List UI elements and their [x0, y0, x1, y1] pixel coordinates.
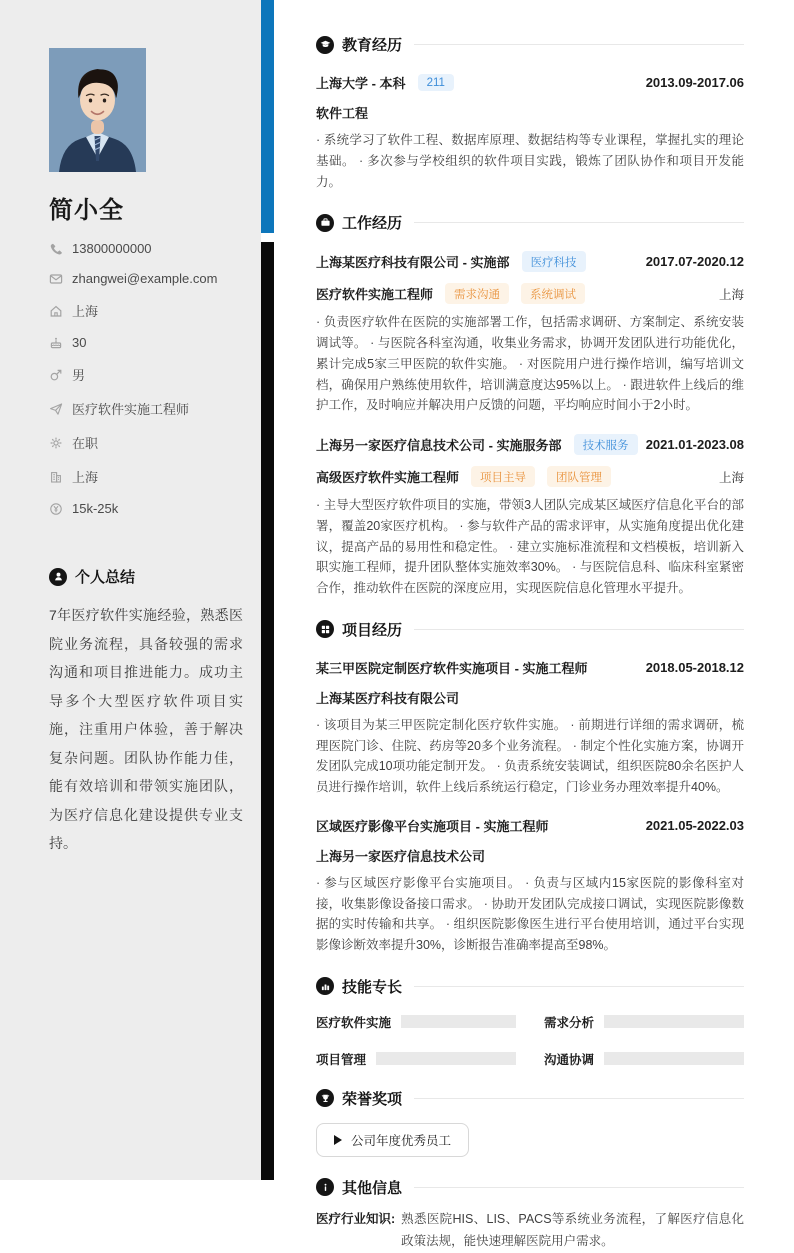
contact-salary — [49, 501, 243, 516]
resume-main — [274, 0, 794, 1248]
school-badge: 211 — [418, 74, 454, 91]
stripe-gap — [261, 233, 274, 242]
project-date: 2018.05-2018.12 — [645, 659, 744, 675]
stripe-blue-segment — [261, 0, 274, 233]
sidebar — [0, 0, 261, 1180]
section-divider-line — [414, 1098, 744, 1099]
briefcase-icon — [316, 214, 334, 232]
other-text: 熟悉医院HIS、LIS、PACS等系统业务流程，了解医疗信息化政策法规，能快速理解医院用户需求。 — [401, 1211, 744, 1248]
project-company: 上海某医疗科技有限公司 — [316, 690, 460, 706]
company-name: 上海某医疗科技有限公司 - 实施部 — [316, 255, 510, 271]
section-other — [316, 1177, 744, 1253]
education-date: 2013.09-2017.06 — [645, 75, 744, 90]
section-divider-line — [414, 44, 744, 45]
project-entry — [316, 816, 744, 956]
section-education — [316, 34, 744, 192]
major-name: 软件工程 — [316, 106, 369, 121]
company-badge: 医疗科技 — [522, 251, 586, 272]
projects-title: 项目经历 — [342, 621, 403, 639]
job-entry — [316, 251, 744, 416]
project-entry — [316, 658, 744, 798]
skill-item — [316, 1050, 516, 1068]
job-tag: 项目主导 — [471, 466, 535, 487]
contact-job-title — [49, 399, 243, 418]
bar-chart-icon — [316, 977, 334, 995]
contact-age — [49, 335, 243, 350]
company-badge: 技术服务 — [574, 434, 638, 455]
age-icon — [49, 336, 63, 350]
honors-title: 荣誉奖项 — [342, 1090, 403, 1108]
contact-location — [49, 301, 243, 320]
project-company: 上海另一家医疗信息技术公司 — [316, 848, 486, 864]
skill-label: 医疗软件实施 — [316, 1015, 392, 1030]
personal-summary — [49, 566, 243, 858]
person-icon — [49, 568, 67, 586]
project-description: · 该项目为某三甲医院定制化医疗软件实施。 · 前期进行详细的需求调研，梳理医院门诊、住院、药房等20多个业务流程。 · 制定个性化实施方案，协调开发团队完成10项功能定制开发。 · 负责系统安装调试，组织医院80余名医护人员进行操作培训，软件上线后系统运行稳定，门诊业务办理效率提升40%。 — [316, 717, 744, 794]
salary-value: 15k-25k — [72, 501, 119, 516]
other-title: 其他信息 — [342, 1179, 403, 1197]
section-divider-line — [414, 1187, 744, 1188]
honor-item[interactable] — [316, 1123, 469, 1157]
contact-email — [49, 271, 243, 286]
skill-item — [544, 1013, 744, 1031]
education-icon — [316, 36, 334, 54]
skill-bar — [376, 1052, 516, 1065]
contact-status — [49, 433, 243, 452]
job-date: 2017.07-2020.12 — [645, 254, 744, 270]
job-date: 2021.01-2023.08 — [645, 437, 744, 452]
home-icon — [49, 304, 63, 318]
section-divider-line — [414, 629, 744, 630]
skills-grid — [316, 1013, 744, 1068]
location-value: 上海 — [72, 304, 99, 319]
stripe-black-segment — [261, 242, 274, 1180]
summary-text: 7年医疗软件实施经验，熟悉医院业务流程，具备较强的需求沟通和项目推进能力。成功主导多个大型医疗软件项目实施，注重用户体验，善于解决复杂问题。团队协作能力佳，能有效培训和带领实施团队，为医疗信息化建设提供专业支持。 — [49, 607, 243, 852]
section-work — [316, 212, 744, 599]
skill-label: 需求分析 — [544, 1015, 595, 1030]
section-divider-line — [414, 222, 744, 223]
candidate-name: 简小全 — [49, 197, 124, 224]
project-name: 区域医疗影像平台实施项目 - 实施工程师 — [316, 818, 549, 834]
skill-bar — [604, 1052, 744, 1065]
gender-value: 男 — [72, 368, 86, 383]
section-projects — [316, 619, 744, 956]
job-location: 上海 — [718, 470, 744, 485]
divider-stripe — [261, 0, 274, 1180]
status-value: 在职 — [72, 436, 99, 451]
education-description: · 系统学习了软件工程、数据库原理、数据结构等专业课程，掌握扎实的理论基础。 · 多次参与学校组织的软件项目实践，锻炼了团队协作和项目开发能力。 — [316, 133, 744, 189]
job-tag: 系统调试 — [521, 283, 585, 304]
trophy-icon — [316, 1089, 334, 1107]
salary-icon — [49, 502, 63, 516]
email-value: zhangwei@example.com — [72, 271, 218, 286]
info-icon — [316, 1178, 334, 1196]
phone-value: 13800000000 — [72, 241, 152, 256]
skill-item — [544, 1050, 744, 1068]
school-name: 上海大学 - 本科 — [316, 76, 406, 91]
age-value: 30 — [72, 335, 87, 350]
project-name: 某三甲医院定制医疗软件实施项目 - 实施工程师 — [316, 660, 588, 676]
job-entry — [316, 434, 744, 599]
job-title-value: 医疗软件实施工程师 — [72, 402, 190, 417]
skill-item — [316, 1013, 516, 1031]
contact-gender — [49, 365, 243, 384]
contact-phone — [49, 241, 243, 256]
play-arrow-icon — [334, 1135, 342, 1145]
other-label: 医疗行业知识: — [316, 1211, 396, 1226]
gender-icon — [49, 368, 63, 382]
contact-city — [49, 467, 243, 486]
education-title: 教育经历 — [342, 37, 403, 54]
contact-list — [49, 241, 243, 516]
job-tag: 团队管理 — [547, 466, 611, 487]
email-icon — [49, 272, 63, 286]
job-title-icon — [49, 402, 63, 416]
section-divider-line — [414, 986, 744, 987]
job-description: · 负责医疗软件在医院的实施部署工作，包括需求调研、方案制定、系统安装调试等。 · 与医院各科室沟通，收集业务需求，协调开发团队进行功能优化，累计完成5家三甲医院的软件实施。 · 对医院用户进行操作培训，编写培训文档，确保用户熟练使用软件，培训满意度达95%以上。 · 跟进软件上线后的维护工作，及时响应并解决用户反馈的问题，平均响应时间小于2小时。 — [316, 315, 744, 413]
job-role: 高级医疗软件实施工程师 — [316, 470, 460, 485]
city-icon — [49, 470, 63, 484]
city-value: 上海 — [72, 470, 99, 485]
other-info-row — [316, 1209, 744, 1253]
skill-bar — [401, 1015, 516, 1028]
skill-bar — [604, 1015, 744, 1028]
job-location: 上海 — [718, 287, 744, 302]
company-name: 上海另一家医疗信息技术公司 - 实施服务部 — [316, 438, 562, 453]
skills-title: 技能专长 — [342, 978, 403, 996]
project-date: 2021.05-2022.03 — [645, 817, 744, 833]
summary-title: 个人总结 — [75, 569, 136, 586]
phone-icon — [49, 242, 63, 256]
profile-photo — [49, 48, 146, 172]
job-tag: 需求沟通 — [445, 283, 509, 304]
project-description: · 参与区域医疗影像平台实施项目。 · 负责与区域内15家医院的影像科室对接，收集影像设备接口需求。 · 协助开发团队完成接口调试，实现医院影像数据的实时传输和共享。 · 组织医院影像医生进行平台使用培训，通过平台实现影像诊断效率提升30%，诊断报告准确率提高至98%。 — [316, 875, 744, 952]
section-honors — [316, 1088, 744, 1157]
grid-icon — [316, 620, 334, 638]
job-role: 医疗软件实施工程师 — [316, 287, 434, 303]
work-title: 工作经历 — [342, 215, 403, 233]
employment-status-icon — [49, 436, 63, 450]
honor-text: 公司年度优秀员工 — [351, 1133, 452, 1148]
skill-label: 项目管理 — [316, 1052, 367, 1067]
skill-label: 沟通协调 — [544, 1052, 595, 1067]
section-skills — [316, 976, 744, 1068]
job-description: · 主导大型医疗软件项目的实施，带领3人团队完成某区域医疗信息化平台的部署，覆盖20家医疗机构。 · 参与软件产品的需求评审，从实施角度提出优化建议，提高产品的易用性和稳定性。 · 建立实施标准流程和文档模板，培训新入职实施工程师，提升团队整体实施效率30%。 · 与医院信息科、临床科室紧密合作，推动软件在医院的深度应用，实现医院信息化管理水平提升。 — [316, 498, 744, 595]
